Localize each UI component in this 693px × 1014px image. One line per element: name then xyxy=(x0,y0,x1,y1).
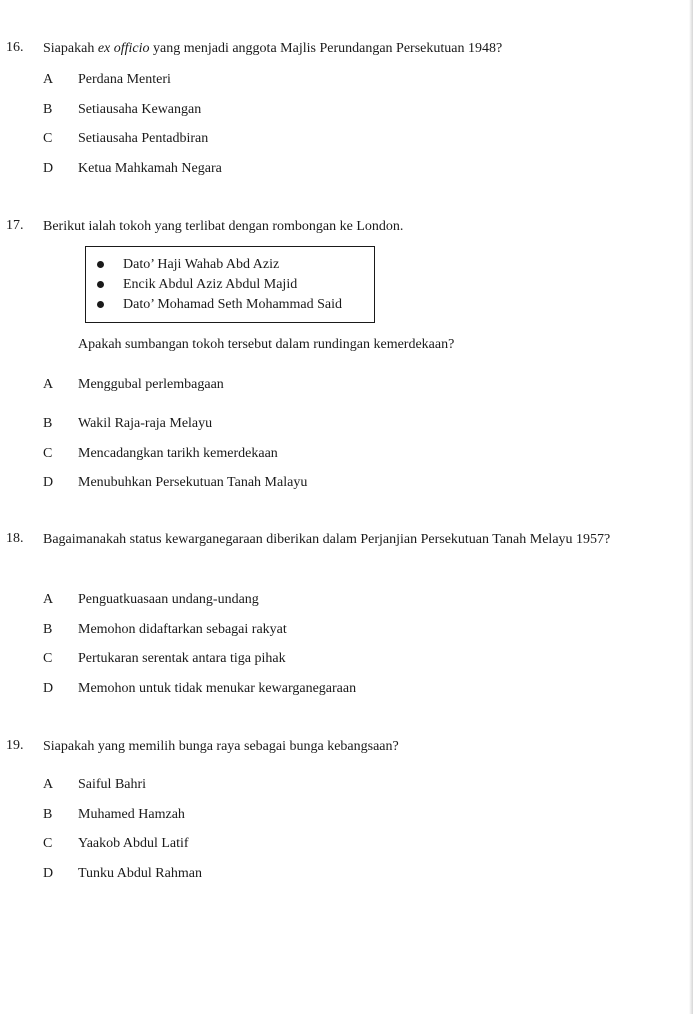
option-19-c[interactable] xyxy=(0,835,693,852)
option-text: Penguatkuasaan undang-undang xyxy=(78,592,259,607)
box-item-text: Encik Abdul Aziz Abdul Majid xyxy=(123,277,298,292)
option-letter: B xyxy=(43,102,53,117)
option-17-c[interactable] xyxy=(0,445,693,462)
option-text: Wakil Raja-raja Melayu xyxy=(78,416,213,431)
box-item xyxy=(86,276,374,296)
option-18-d[interactable] xyxy=(0,680,693,697)
option-text: Menggubal perlembagaan xyxy=(78,377,224,392)
bullet-icon xyxy=(97,281,104,288)
option-text: Saiful Bahri xyxy=(78,777,147,792)
option-17-d[interactable] xyxy=(0,474,693,491)
box-item-text: Dato’ Haji Wahab Abd Aziz xyxy=(123,257,280,272)
option-letter: D xyxy=(43,475,54,490)
box-item-text: Dato’ Mohamad Seth Mohammad Said xyxy=(123,297,343,312)
option-letter: B xyxy=(43,622,53,637)
option-16-b[interactable] xyxy=(0,101,693,118)
question-text: Siapakah yang memilih bunga raya sebagai bunga kebangsaan? xyxy=(43,739,399,754)
option-text: Pertukaran serentak antara tiga pihak xyxy=(78,651,286,666)
option-18-c[interactable] xyxy=(0,650,693,667)
bullet-icon xyxy=(97,261,104,268)
option-18-a[interactable] xyxy=(0,591,693,608)
option-16-c[interactable] xyxy=(0,130,693,147)
option-letter: C xyxy=(43,131,53,146)
option-text: Yaakob Abdul Latif xyxy=(78,836,189,851)
option-text: Mencadangkan tarikh kemerdekaan xyxy=(78,446,278,461)
option-18-b[interactable] xyxy=(0,621,693,638)
option-text: Tunku Abdul Rahman xyxy=(78,866,202,881)
question-number: 17. xyxy=(6,218,24,233)
box-item xyxy=(86,256,374,276)
option-letter: D xyxy=(43,866,54,881)
option-16-d[interactable] xyxy=(0,160,693,177)
option-letter: A xyxy=(43,72,54,87)
question-number: 19. xyxy=(6,738,24,753)
bullet-icon xyxy=(97,301,104,308)
option-16-a[interactable] xyxy=(0,71,693,88)
option-text: Setiausaha Kewangan xyxy=(78,102,202,117)
info-box xyxy=(85,246,375,323)
option-19-d[interactable] xyxy=(0,865,693,882)
option-17-a[interactable] xyxy=(0,376,693,393)
option-text: Ketua Mahkamah Negara xyxy=(78,161,222,176)
option-text: Menubuhkan Persekutuan Tanah Malayu xyxy=(78,475,308,490)
option-19-b[interactable] xyxy=(0,806,693,823)
box-item xyxy=(86,296,374,316)
option-text: Memohon untuk tidak menukar kewarganegaraan xyxy=(78,681,357,696)
option-letter: A xyxy=(43,377,54,392)
option-letter: A xyxy=(43,777,54,792)
option-text: Memohon didaftarkan sebagai rakyat xyxy=(78,622,287,637)
option-letter: D xyxy=(43,681,54,696)
option-text: Perdana Menteri xyxy=(78,72,171,87)
question-number: 18. xyxy=(6,531,24,546)
option-text: Muhamed Hamzah xyxy=(78,807,185,822)
italic-term: ex officio xyxy=(97,41,150,56)
option-17-b[interactable] xyxy=(0,415,693,432)
option-letter: D xyxy=(43,161,54,176)
option-letter: C xyxy=(43,836,53,851)
option-letter: B xyxy=(43,807,53,822)
question-stem: Apakah sumbangan tokoh tersebut dalam rundingan kemerdekaan? xyxy=(78,337,455,352)
option-letter: C xyxy=(43,446,53,461)
question-text: Siapakah ex officio yang menjadi anggota Majlis Perundangan Persekutuan 1948? xyxy=(43,41,503,56)
question-text: Berikut ialah tokoh yang terlibat dengan rombongan ke London. xyxy=(43,219,404,234)
page-edge-shadow xyxy=(689,0,693,1014)
question-number: 16. xyxy=(6,40,24,55)
option-19-a[interactable] xyxy=(0,776,693,793)
option-letter: A xyxy=(43,592,54,607)
option-text: Setiausaha Pentadbiran xyxy=(78,131,209,146)
question-text: Bagaimanakah status kewarganegaraan diberikan dalam Perjanjian Persekutuan Tanah Melayu 1957? xyxy=(43,532,611,547)
option-letter: C xyxy=(43,651,53,666)
option-letter: B xyxy=(43,416,53,431)
